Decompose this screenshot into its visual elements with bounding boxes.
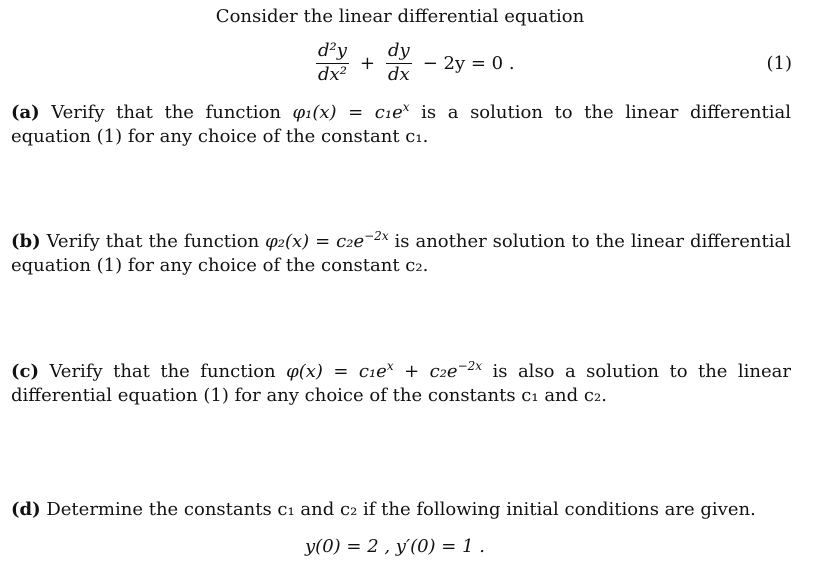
first-derivative-fraction xyxy=(386,39,412,85)
exponent: x xyxy=(402,100,410,114)
fraction-numerator: d²y xyxy=(316,42,349,64)
exponent: −2x xyxy=(457,359,483,373)
fraction-numerator: dy xyxy=(386,42,412,64)
fraction-denominator: dx xyxy=(388,63,410,85)
part-text: Determine the constants c₁ and c₂ if the following initial conditions are given. xyxy=(40,499,756,520)
part-b xyxy=(11,230,791,278)
exponent: −2x xyxy=(364,229,389,243)
part-label: (b) xyxy=(11,231,41,252)
function-expression: φ(x) = c₁e xyxy=(286,361,387,382)
plus-operator: + xyxy=(359,52,376,74)
main-equation xyxy=(313,38,523,88)
function-expression: φ₁(x) = c₁e xyxy=(292,102,403,123)
part-d xyxy=(11,498,791,522)
part-text: Verify that the function xyxy=(39,102,293,123)
part-a xyxy=(11,101,791,149)
part-text: is a solution to the linear differential equation (1) for any choice of the constant c₁. xyxy=(11,102,792,147)
exponent: x xyxy=(386,359,394,373)
part-text: Verify that the function xyxy=(39,361,287,382)
part-label: (a) xyxy=(11,102,40,123)
function-expression: + c₂e xyxy=(393,361,458,382)
function-expression: φ₂(x) = c₂e xyxy=(265,231,365,252)
part-c xyxy=(11,360,791,408)
second-derivative-fraction xyxy=(316,39,349,85)
part-text: is also a solution to the linear differential equation (1) for any choice of the constants c₁ and c₂. xyxy=(11,361,792,406)
part-label: (d) xyxy=(11,499,41,520)
part-text: is another solution to the linear differential equation (1) for any choice of the constant c₂. xyxy=(11,231,791,276)
equation-number: (1) xyxy=(766,53,792,74)
intro-text: Consider the linear differential equation xyxy=(215,6,585,27)
part-text: Verify that the function xyxy=(40,231,266,252)
equation-remainder: − 2y = 0 . xyxy=(422,52,515,74)
fraction-denominator: dx² xyxy=(318,63,347,85)
part-label: (c) xyxy=(11,361,39,382)
initial-conditions: y(0) = 2 , y′(0) = 1 . xyxy=(305,536,485,557)
